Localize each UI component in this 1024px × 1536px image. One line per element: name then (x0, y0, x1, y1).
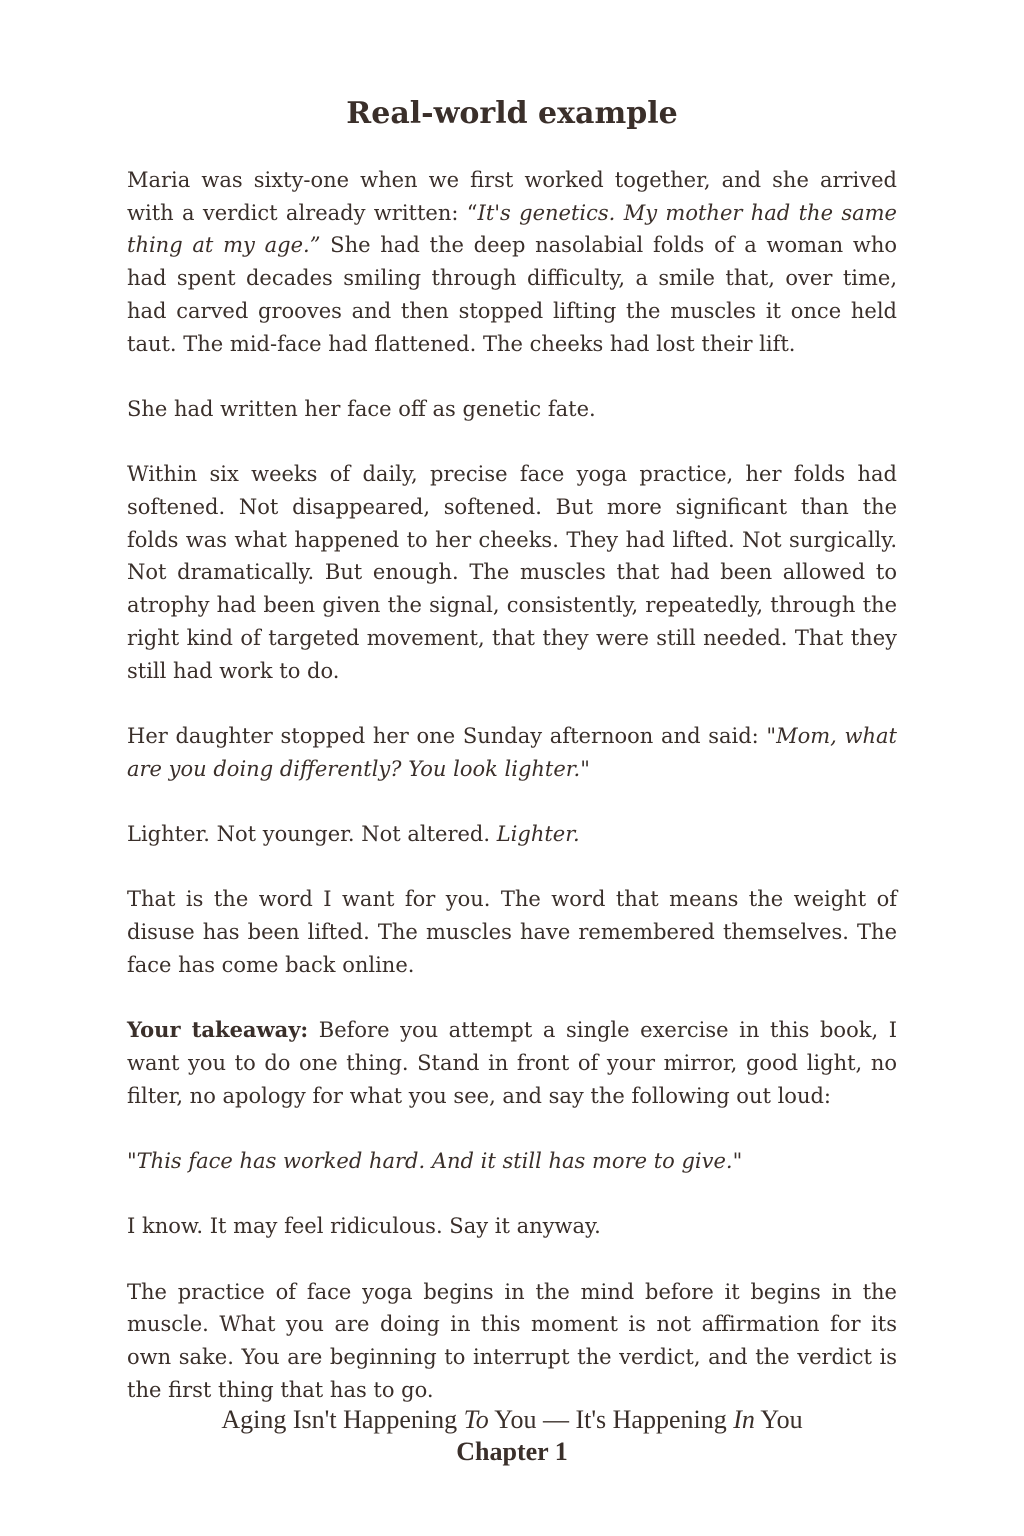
quote-genetics: It's genetics. My mother had the same thing at my age.” (127, 200, 897, 258)
text-run: You (754, 1405, 803, 1434)
quote-daughter: Mom, what are you doing differently? You look lighter. (127, 723, 897, 781)
text-run: She had the deep nasolabial folds of a woman who had spent decades smiling through difficulty, a smile that, over time, had carved grooves and then stopped lifting the muscles it once held taut. The mid-face had flattened. The cheeks had lost their lift. (127, 233, 897, 356)
book-title (0, 1403, 1024, 1437)
chapter-label: Chapter 1 (456, 1437, 568, 1466)
section-heading: Real-world example (346, 96, 678, 131)
paragraph-lighter (127, 818, 897, 851)
text-run: " (127, 1148, 137, 1173)
text-run: Lighter. Not younger. Not altered. (127, 822, 497, 846)
text-run: " (732, 1148, 743, 1173)
paragraph-maria-intro (127, 164, 897, 360)
page-footer (0, 1403, 1024, 1467)
text-run: Aging Isn't Happening (221, 1405, 464, 1434)
emphasis-to: To (463, 1405, 489, 1434)
paragraph-six-weeks: Within six weeks of daily, precise face yoga practice, her folds had softened. Not disappeared, softened. But more significant than the folds was what happened to her cheeks. They had lifted. Not surgically. Not dramatically. But enough. The muscles that had been allowed to atrophy had been given the signal, consistently, repeatedly, through the right kind of targeted movement, that they were still needed. That they still had work to do. (127, 462, 897, 683)
paragraph-affirmation (127, 1145, 897, 1178)
takeaway-label: Your takeaway: (127, 1017, 309, 1043)
body-text (127, 164, 897, 1407)
text-run: Maria was sixty-one when we first worked together, and she arrived with a verdict already written: “ (127, 168, 897, 225)
paragraph-word-for-you: That is the word I want for you. The word that means the weight of disuse has been lifted. The muscles have remembered themselves. The face has come back online. (127, 887, 897, 977)
emphasis-in: In (733, 1405, 755, 1434)
paragraph-say-it-anyway: I know. It may feel ridiculous. Say it anyway. (127, 1214, 601, 1239)
paragraph-takeaway (127, 1014, 897, 1112)
quote-affirmation: This face has worked hard. And it still has more to give. (136, 1148, 733, 1173)
paragraph-daughter (127, 720, 897, 785)
text-run: Her daughter stopped her one Sunday afternoon and said: " (127, 723, 777, 748)
paragraph-practice: The practice of face yoga begins in the mind before it begins in the muscle. What you are doing in this moment is not affirmation for its own sake. You are beginning to interrupt the verdict, and the verdict is the first thing that has to go. (127, 1279, 897, 1402)
text-run: Before you attempt a single exercise in this book, I want you to do one thing. Stand in front of your mirror, good light, no filter, no apology for what you see, and say the following out loud: (127, 1018, 897, 1108)
text-run: " (580, 756, 590, 781)
text-run: You — It's Happening (488, 1405, 734, 1434)
emphasis-lighter: Lighter. (496, 822, 580, 846)
paragraph-genetic-fate: She had written her face off as genetic fate. (127, 396, 596, 421)
